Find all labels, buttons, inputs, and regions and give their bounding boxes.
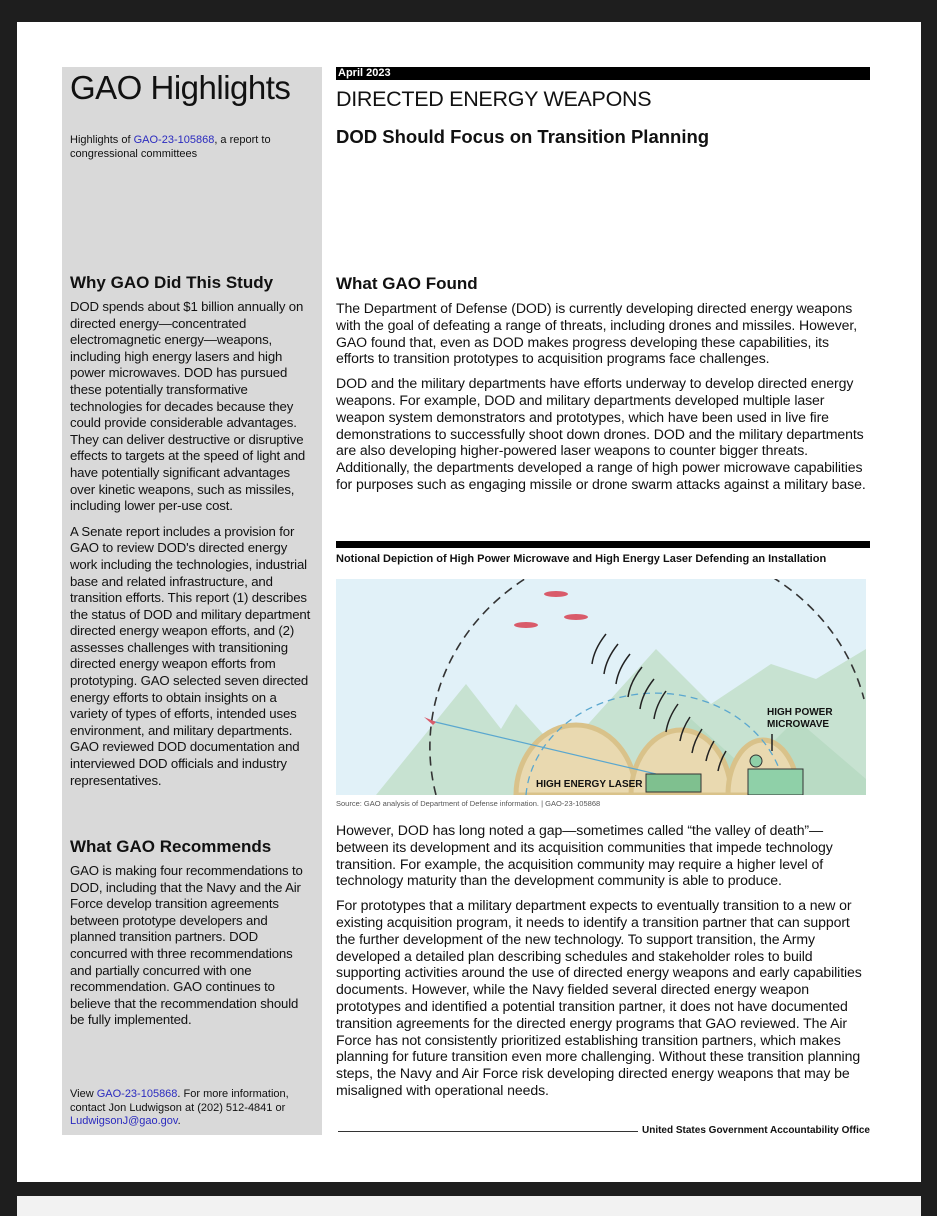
laser-truck	[646, 774, 701, 792]
recommends-paragraph: GAO is making four recommendations to DOD, including that the Navy and the Air Force develop transition agreements between prototype developers and planned transition partners. DOD concurred with three recommendations and partially concurred with one recommendation. GAO continues to believe that the recommendation should be fully implemented.	[70, 863, 303, 1028]
figure-title: Notional Depiction of High Power Microwave and High Energy Laser Defending an Installation	[336, 553, 827, 565]
contact-report-link[interactable]: GAO-23-105868	[96, 1088, 178, 1100]
why-section	[70, 273, 316, 798]
body-paragraph: For prototypes that a military department expects to eventually transition to a new or existing acquisition program, it needs to identify a transition partner that can support the further development of the new technology. To support transition, the Army developed a detailed plan describing schedules and stakeholder roles to build supporting activities around the use of directed energy weapons and early capabilities documents. However, while the Navy fielded several directed energy weapon prototypes and identified a potential transition partner, it does not have documented transition agreements for the directed energy programs that GAO reviewed. The Air Force has not consistently prioritized establishing transition partners, which makes planning for future transition even more challenging. Without these transition planning steps, the Navy and Air Force risk developing directed energy weapons that may be misaligned with operational needs.	[336, 897, 862, 1098]
figure-rule	[336, 541, 870, 548]
why-paragraph: DOD spends about $1 billion annually on directed energy—concentrated electromagnetic energy—weapons, including high energy lasers and high power microwaves. DOD has pursued these potentially transformative technologies for decades because they could provide considerable advantages. They can deliver destructive or disruptive effects to targets at the speed of light and have potentially significant advantages over kinetic weapons, such as missiles, including lower per-use cost.	[70, 299, 306, 514]
footer-agency: United States Government Accountability Office	[641, 1125, 870, 1136]
microwave-container	[748, 769, 803, 795]
contact-prefix: View	[70, 1088, 97, 1100]
found-paragraph: DOD and the military departments have efforts underway to develop directed energy weapons. For example, DOD and military departments developed multiple laser weapon system demonstrators and prototypes, which have been used in live fire demonstrations to successfully shoot down drones. DOD and the military departments are also developing higher-powered laser weapons to counter bigger threats. Additionally, the departments developed a range of high power microwave capabilities for purposes such as engaging missile or drone swarm attacks against a military base.	[336, 375, 866, 492]
contact-info	[70, 1088, 316, 1129]
report-link[interactable]: GAO-23-105868	[133, 134, 215, 146]
body-section	[336, 822, 866, 1107]
highlights-sidebar	[62, 67, 322, 1135]
report-subtitle-heading: DOD Should Focus on Transition Planning	[336, 126, 710, 147]
date-bar: April 2023	[336, 67, 870, 80]
report-title: DIRECTED ENERGY WEAPONS	[336, 87, 652, 111]
found-heading: What GAO Found	[336, 274, 478, 293]
recommends-heading: What GAO Recommends	[70, 837, 272, 856]
why-paragraph: A Senate report includes a provision for GAO to review DOD's directed energy work including the technologies, industrial base and related infrastructure, and transition efforts. This report (1) describes the status of DOD and military department directed energy weapon efforts, and (2) assesses challenges with transitioning directed energy weapon efforts from prototyping. GAO selected seven directed energy efforts to obtain insights on a variety of types of efforts, intended uses environment, and military departments. GAO reviewed DOD documentation and interviewed DOD officials and industry representatives.	[70, 523, 311, 788]
figure-source: Source: GAO analysis of Department of Defense information. | GAO-23-105868	[336, 799, 601, 808]
report-subtitle	[70, 133, 310, 161]
footer-rule	[338, 1131, 638, 1132]
contact-email-link[interactable]: LudwigsonJ@gao.gov	[70, 1115, 178, 1127]
next-page-edge	[17, 1196, 921, 1216]
microwave-label-1: HIGH POWER	[767, 707, 833, 718]
contact-end: .	[177, 1115, 181, 1127]
contact-text: . For more information, contact Jon Ludwigson at (202) 512-4841 or	[70, 1088, 289, 1114]
page-footer	[338, 1125, 870, 1136]
sub-suffix: , a report to congressional committees	[70, 134, 271, 160]
defense-illustration	[336, 579, 866, 795]
laser-label: HIGH ENERGY LASER	[536, 779, 643, 790]
found-paragraph: The Department of Defense (DOD) is currently developing directed energy weapons with the goal of defeating a range of threats, including drones and missiles. However, GAO found that, even as DOD makes progress developing these capabilities, its efforts to transition prototypes to acquisition programs face challenges.	[336, 300, 858, 367]
microwave-label-2: MICROWAVE	[767, 719, 830, 730]
sub-prefix: Highlights of	[70, 134, 134, 146]
recommends-section	[70, 837, 316, 1038]
body-paragraph: However, DOD has long noted a gap—sometimes called “the valley of death”—between its development and its acquisition communities that impede technology transition. For example, the acquisition community may require a higher level of technology maturity than the development community is able to produce.	[336, 822, 833, 889]
gao-highlights-brand: GAO Highlights	[70, 69, 291, 106]
why-heading: Why GAO Did This Study	[70, 273, 274, 292]
what-gao-found-section	[336, 274, 866, 501]
